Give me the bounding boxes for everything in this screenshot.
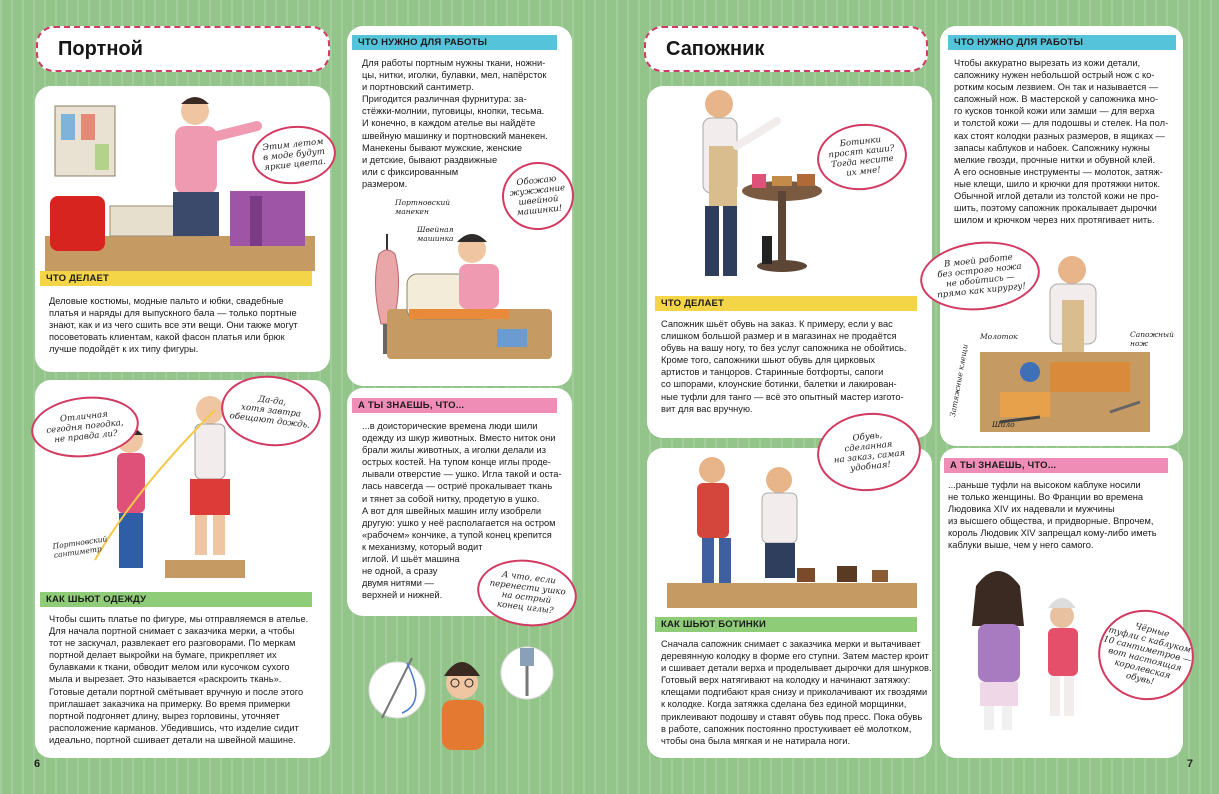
shoemaker-need-text: Чтобы аккуратно вырезать из кожи детали, сапожнику нужен небольшой острый нож с ко- ротким косым лезвием. Он так и называется — сапожный нож. В мастерской у сапожника мно- го кусков тонкой кожи или замши — для верха и толстой кожи — для подошвы и стелек. На пол- ках стоят колодки разных размеров, в ящиках — запасы каблуков и набоек. Сапожнику нужны мелкие гвозди, прочные нитки и обувной клей. А его основные инструменты — молоток, затяж- ные клещи, шило и крючки для протяжки ниток. Обычной иглой детали из толстой кожи не про- шить, поэтому сапожник прокалывает дырочки шилом и крючком через них протягивает нить.	[954, 58, 1169, 226]
label-maneken: Портновский манекен	[395, 198, 451, 216]
shoemaker-bubble-heels: Чёрные туфли с каблуком 10 сантиметров — вот настоящая королевская обувь!	[1089, 600, 1204, 711]
needles-illustration	[362, 628, 562, 758]
tailor-how-card	[35, 380, 330, 758]
tailor-how-text: Чтобы сшить платье по фигуре, мы отправляемся в ателье. Для начала портной снимает с заказчика мерки, а чтобы тот не заскучал, развлекает его разговорами. По меркам портной делает выкройки на бумаге, прикрепляет их булавками к ткани, обводит мелом или кусочком сухого мыла и вырезает. Это называется «раскроить ткань». Готовые детали портной смётывает вручную и после этого приглашает заказчика на примерку. Во время примерки портной подгоняет длину, вырез горловины, уточняет расположение карманов. Убедившись, что изделие сидит идеально, портной сшивает детали на швейной машине.	[49, 614, 309, 745]
tailor-does-card	[35, 86, 330, 372]
sewing-machine-illustration	[347, 204, 572, 384]
tailor-bubble-needle: А что, если перенести ушко на острый конец иглы?	[473, 554, 580, 632]
tailor-does-header: ЧТО ДЕЛАЕТ	[40, 271, 312, 286]
louis-xiv-illustration	[940, 556, 1110, 756]
shoemaker-how-header: КАК ШЬЮТ БОТИНКИ	[655, 617, 917, 632]
page-title: Портной	[58, 37, 143, 60]
shoemaker-how-card	[647, 430, 932, 758]
shoemaker-know-text: ...раньше туфли на высоком каблуке носили не только женщины. Во Франции во времена Людовика XIV их надевали и мужчины из высшего общества, и придворные. Впрочем, король Людовик XIV запрещал кому-либо иметь каблуки выше, чем у него самого.	[948, 480, 1157, 551]
tailor-does-text: Деловые костюмы, модные пальто и юбки, свадебные платья и наряды для выпускного бала — только портные знают, как и из чего сшить все эти вещи. Они также могут посоветовать клиентам, какой фасон платья или брюк лучше подойдёт к их типу фигуры.	[49, 296, 298, 355]
shoemaker-illustration	[647, 86, 932, 296]
label-tape-measure: Портновский сантиметр	[52, 534, 108, 560]
shoemaker-need-header: ЧТО НУЖНО ДЛЯ РАБОТЫ	[948, 35, 1176, 50]
tailor-how-header: КАК ШЬЮТ ОДЕЖДУ	[40, 592, 312, 607]
shoemaker-know-header: А ТЫ ЗНАЕШЬ, ЧТО...	[944, 458, 1168, 473]
tailor-need-card	[347, 26, 572, 386]
tailor-bubble-rain: Да-да, хотя завтра обещают дождь.	[217, 370, 325, 452]
title-shoemaker	[644, 26, 928, 72]
title-tailor	[36, 26, 330, 72]
shoemaker-does-header: ЧТО ДЕЛАЕТ	[655, 296, 917, 311]
shoemaker-know-card	[940, 448, 1193, 758]
label-awl: Шило	[992, 420, 1015, 429]
tailor-bubble-fashion: Этим летом в моде будут яркие цвета.	[249, 122, 339, 188]
tailor-need-text: Для работы портным нужны ткани, ножни- цы, нитки, иголки, булавки, мел, напёрсток и портновский сантиметр. Пригодится различная фурнитура: за- стёжки-молнии, пуговицы, кнопки, тесьма. И конечно, в каждом ателье вы найдёте швейную машинку и портновский манекен. Манекены бывают мужские, женские и детские, бывают раздвижные или с фиксированным размером.	[362, 58, 548, 189]
tailor-know-header: А ТЫ ЗНАЕШЬ, ЧТО...	[352, 398, 557, 413]
tailor-bubble-machine: Обожаю жужжание швейной машинки!	[499, 158, 578, 233]
shoemaker-bubble-custom: Обувь, сделанная на заказ, самая удобная!	[813, 408, 925, 496]
shoemaker-does-card	[647, 86, 932, 438]
page-number-left: 6	[34, 758, 41, 770]
tailor-bubble-weather: Отличная сегодня погодка, не правда ли?	[28, 392, 142, 463]
tailor-need-header: ЧТО НУЖНО ДЛЯ РАБОТЫ	[352, 35, 557, 50]
page-title-right: Сапожник	[666, 37, 765, 60]
shoemaker-bubble-porridge: Ботинки просят каши? Тогда несите их мне!	[814, 119, 910, 194]
shoemaker-need-card	[936, 26, 1183, 446]
shoemaker-how-text: Сначала сапожник снимает с заказчика мерки и вытачивает деревянную колодку в форме его ступни. Затем мастер кроит и сшивает детали верха и проделывает дырочки для шнурков. Готовый верх натягивают на колодку и начинают затяжку: клещами подгибают края снизу и приколачивают их гвоздями к колодке. Когда затяжка сделана без единой морщинки, приклеивают подошву и ставят обувь под пресс. Пока обувь в работе, сапожник постоянно простукивает её молотком, чтобы она была мягкая и не натирала ноги.	[661, 639, 932, 746]
tailor-know-text: ...в доисторические времена люди шили одежду из шкур животных. Вместо ниток они брали жилы животных, а иголки делали из острых костей. На тупом конце иглы проде- лывали отверстие — ушко. Игла такой и оста- лась навсегда — остриё прокалывает ткань и тянет за собой нитку, продетую в ушко. А вот для швейных машин иглу изобрели другую: ушко у неё располагается на остром «рабочем» кончике, а тупой конец крепится к механизму, который водит иглой. И шьёт машина не одной, а сразу двумя нитями — верхней и нижней.	[362, 421, 562, 601]
label-pliers: Затяжные клещи	[948, 343, 970, 418]
shoemaker-does-text: Сапожник шьёт обувь на заказ. К примеру, если у вас слишком большой размер и в магазинах не продаётся обувь на вашу ногу, то без услуг сапожника не обойтись. Кроме того, сапожники шьют обувь для цирковых артистов и танцоров. Старинные ботфорты, сапоги со шпорами, клоунские ботинки, балетки и лакирован- ные туфли для танго — всё это опытный мастер изгото- вит для вас вручную.	[661, 319, 907, 414]
label-knife: Сапожный нож	[1130, 330, 1174, 348]
label-sewing-machine: Швейная машинка	[417, 225, 454, 243]
label-hammer: Молоток	[980, 332, 1018, 341]
shoemaker-bubble-knife: В моей работе без острого ножа не обойтись — прямо как хирургу!	[917, 236, 1043, 316]
page-number-right: 7	[1186, 758, 1193, 770]
